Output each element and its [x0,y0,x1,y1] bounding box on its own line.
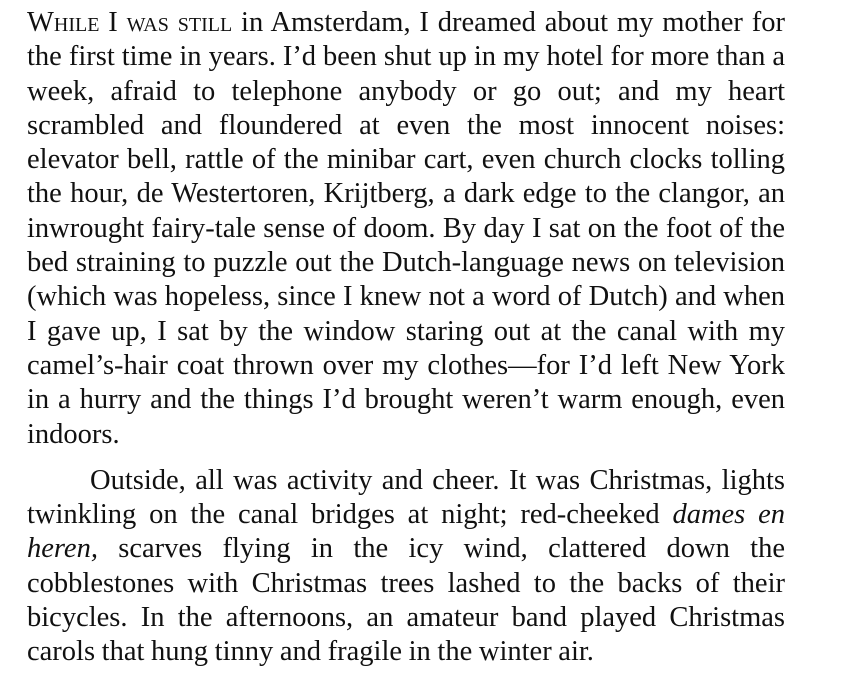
paragraph-2-after: scarves flying in the icy wind, clattered down the cobblestones with Christmas trees lashed to the backs of their bicycles. In the afternoons, an amateur band played Christmas carols that hung tinny and fragile in the winter air. [27,533,785,668]
paragraph-2-before: Outside, all was activity and cheer. It was Christmas, lights twinkling on the canal bridges at night; red-cheeked [27,464,785,531]
opening-small-caps: While I was still [27,7,233,38]
paragraph-1-body: in Amsterdam, I dreamed about my mother for the first time in years. I’d been shut up in my hotel for more than a week, afraid to telephone anybody or go out; and my heart scrambled and floundered at even the most innocent noises: elevator bell, rattle of the minibar cart, even church clocks tolling the hour, de Westertoren, Krijtberg, a dark edge to the clangor, an inwrought fairy-tale sense of doom. By day I sat on the foot of the bed straining to puzzle out the Dutch-language news on television (which was hopeless, since I knew not a word of Dutch) and when I gave up, I sat by the window staring out at the canal with my camel’s-hair coat thrown over my clothes—for I’d left New York in a hurry and the things I’d brought weren’t warm enough, even indoors. [27,7,786,450]
book-page [27,6,785,670]
paragraph-1 [27,6,785,452]
paragraph-2 [27,464,785,670]
italic-phrase: dames en heren, [27,499,785,565]
